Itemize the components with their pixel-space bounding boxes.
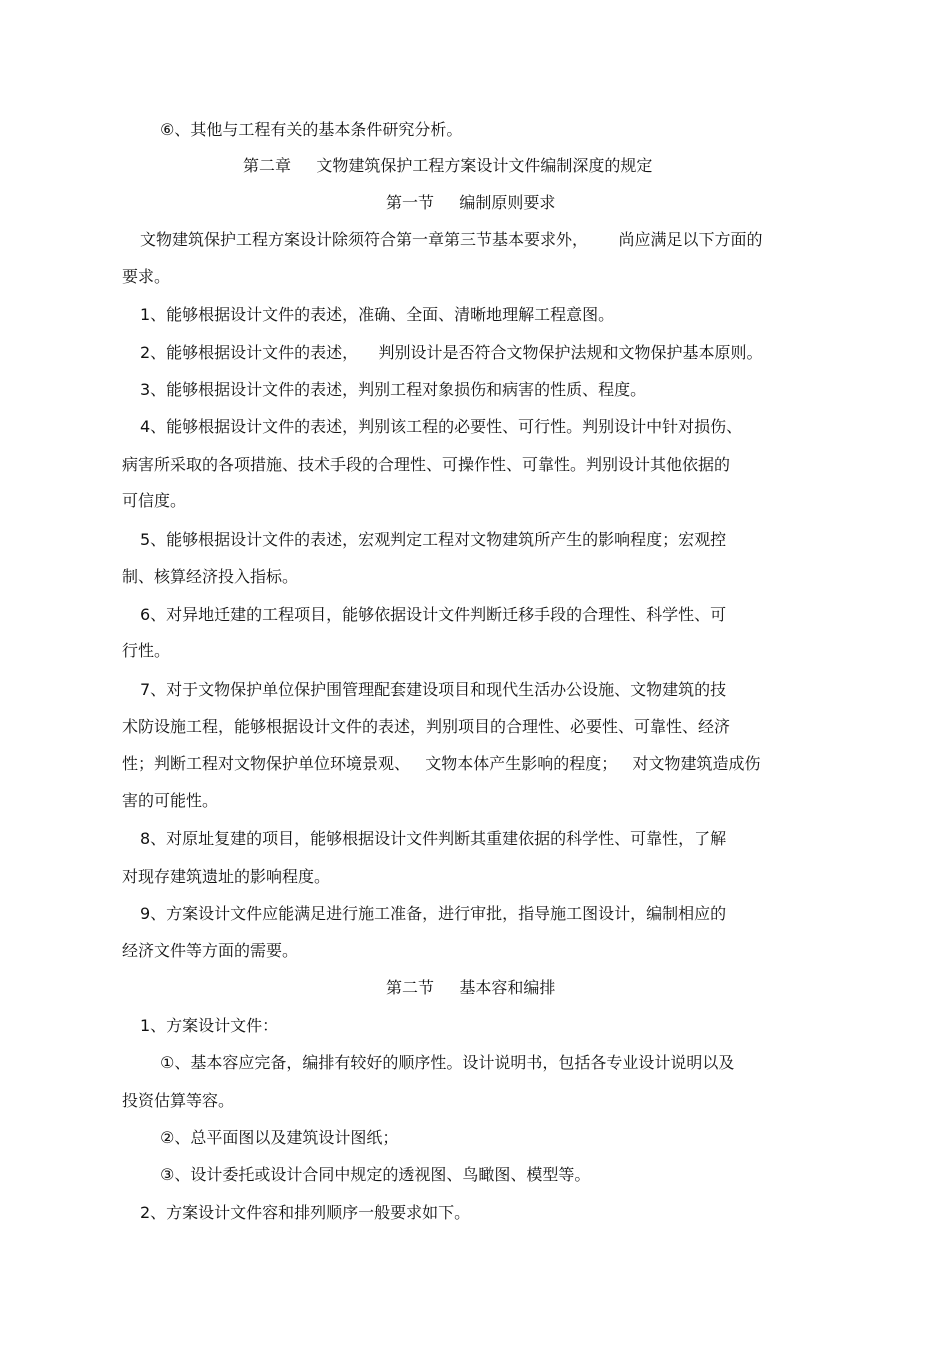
list-item: 8、对原址复建的项目，能够根据设计文件判断其重建依据的科学性、可靠性，了解 <box>140 829 727 848</box>
list-item: 3、能够根据设计文件的表述，判别工程对象损伤和病害的性质、程度。 <box>140 380 647 399</box>
text-line: 要求。 <box>122 267 171 286</box>
text-line: 对现存建筑遗址的影响程度。 <box>122 867 331 886</box>
text-line: 行性。 <box>122 641 171 660</box>
list-item: 2、方案设计文件容和排列顺序一般要求如下。 <box>140 1203 471 1222</box>
text-line: 病害所采取的各项措施、技术手段的合理性、可操作性、可靠性。判别设计其他依据的 <box>122 455 731 474</box>
text-line: ⑥、其他与工程有关的基本条件研究分析。 <box>160 120 463 139</box>
text-line: 性；判断工程对文物保护单位环境景观、 文物本体产生影响的程度； 对文物建筑造成伤 <box>122 754 761 773</box>
sub-list-item: ②、总平面图以及建筑设计图纸； <box>160 1128 399 1147</box>
text-line: 制、核算经济投入指标。 <box>122 567 299 586</box>
text-line: 经济文件等方面的需要。 <box>122 941 299 960</box>
list-item: 7、对于文物保护单位保护围管理配套建设项目和现代生活办公设施、文物建筑的技 <box>140 680 727 699</box>
section-heading: 第二节 基本容和编排 <box>386 978 556 997</box>
list-item: 1、方案设计文件： <box>140 1016 279 1035</box>
text-line: 文物建筑保护工程方案设计除须符合第一章第三节基本要求外， 尚应满足以下方面的 <box>140 230 763 249</box>
text-line: 害的可能性。 <box>122 791 219 810</box>
text-line: 可信度。 <box>122 491 187 510</box>
list-item: 9、方案设计文件应能满足进行施工准备，进行审批，指导施工图设计，编制相应的 <box>140 904 727 923</box>
list-item: 5、能够根据设计文件的表述，宏观判定工程对文物建筑所产生的影响程度；宏观控 <box>140 530 727 549</box>
list-item: 1、能够根据设计文件的表述，准确、全面、清晰地理解工程意图。 <box>140 305 615 324</box>
list-item: 2、能够根据设计文件的表述， 判别设计是否符合文物保护法规和文物保护基本原则。 <box>140 343 763 362</box>
text-line: 投资估算等容。 <box>122 1091 235 1110</box>
sub-list-item: ③、设计委托或设计合同中规定的透视图、鸟瞰图、模型等。 <box>160 1165 591 1184</box>
list-item: 4、能够根据设计文件的表述，判别该工程的必要性、可行性。判别设计中针对损伤、 <box>140 417 743 436</box>
text-line: 术防设施工程，能够根据设计文件的表述，判别项目的合理性、必要性、可靠性、经济 <box>122 717 731 736</box>
sub-list-item: ①、基本容应完备，编排有较好的顺序性。设计说明书，包括各专业设计说明以及 <box>160 1053 735 1072</box>
chapter-heading: 第二章 文物建筑保护工程方案设计文件编制深度的规定 <box>243 156 653 175</box>
section-heading: 第一节 编制原则要求 <box>386 193 556 212</box>
list-item: 6、对异地迁建的工程项目，能够依据设计文件判断迁移手段的合理性、科学性、可 <box>140 605 727 624</box>
